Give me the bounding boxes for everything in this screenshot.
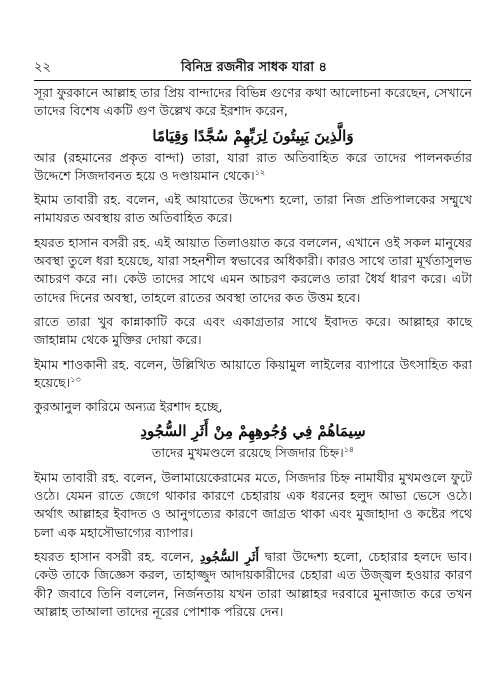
paragraph: ইমাম তাবারী রহ. বলেন, উলামায়েকেরামের মতে, সিজদার চিহ্ন নামাযীর মুখমণ্ডলে ফুটে ওঠে। যেমন রাতে জেগে থাকার কারণে চেহারায় এক ধরনের হলুদ আভা ভেসে ওঠে। অর্থাৎ আল্লাহর ইবাদত ও আনুগত্যের কারণে জাগ্রত থাকা এবং মুজাহাদা ও কষ্টের পথে চলা এক মহাসৌভাগ্যের ব্যাপার। [34, 469, 472, 540]
paragraph: হযরত হাসান বসরী রহ. বলেন, أَثَرِ السُّجُودِ দ্বারা উদ্দেশ্য হলো, চেহারার হলদে ভাব। কেউ তাকে জিজ্ঞেস করল, তাহাজ্জুদ আদায়কারীদের চেহারা এত উজ্জ্বল হওয়ার কারণ কী? জবাবে তিনি বললেন, নির্জনতায় যখন তারা আল্লাহর দরবারে মুনাজাত করে তখন আল্লাহ তাআলা তাদের নূরের পোশাক পরিয়ে দেন। [34, 548, 473, 619]
paragraph: আর (রহমানের প্রকৃত বান্দা) তারা, যারা রাত অতিবাহিত করে তাদের পালনকর্তার উদ্দেশে সিজদাবনত হয়ে ও দণ্ডায়মান থেকে।$^{১২}$ [34, 149, 472, 183]
footnote-marker: ১৪ [343, 445, 355, 455]
arabic-verse: وَالَّذِينَ يَبِيتُونَ لِرَبِّهِمْ سُجَّدًا وَقِيَامًا [152, 126, 354, 145]
footnote-marker: ১৩ [70, 374, 81, 384]
verse-translation: তাদের মুখমণ্ডলে রয়েছে সিজদার চিহ্ন।$^{১৪}$ [151, 445, 355, 461]
paragraph: ইমাম তাবারী রহ. বলেন, এই আয়াতের উদ্দেশ্য হলো, তারা নিজ প্রতিপালকের সম্মুখে নামাযরত অবস্থায় রাত অতিবাহিত করে। [34, 192, 472, 226]
page-body [34, 84, 472, 621]
arabic-verse: سِيمَاهُمْ فِي وُجُوهِهِمْ مِنْ أَثَرِ السُّجُودِ [140, 422, 366, 441]
inline-arabic: أَثَرِ السُّجُودِ [199, 548, 259, 564]
page-number: ২২ [34, 60, 51, 75]
paragraph: কুরআনুল কারিমে অন্যত্র ইরশাদ হচ্ছে, [34, 399, 223, 415]
paragraph: ইমাম শাওকানী রহ. বলেন, উল্লিখিত আয়াতে কিয়ামুল লাইলের ব্যাপারে উৎসাহিত করা হয়েছে।$^{১৩}$ [34, 356, 472, 390]
footnote-marker: ১২ [254, 167, 266, 177]
paragraph: সূরা ফুরকানে আল্লাহ তার প্রিয় বান্দাদের বিভিন্ন গুণের কথা আলোচনা করেছেন, সেখানে তাদের বিশেষ একটি গুণ উল্লেখ করে ইরশাদ করেন, [34, 85, 472, 119]
header-rule [34, 80, 471, 81]
paragraph: হযরত হাসান বসরী রহ. এই আয়াত তিলাওয়াত করে বললেন, এখানে ওই সকল মানুষের অবস্থা তুলে ধরা হয়েছে, যারা সহনশীল স্বভাবের অধিকারী। কারও সাথে তারা মূর্খতাসুলভ আচরণ করে না। কেউ তাদের সাথে এমন আচরণ করলেও তারা ধৈর্য ধারণ করে। এটা তাদের দিনের অবস্থা, তাহলে রাতের অবস্থা তাদের কত উত্তম হবে। [34, 234, 472, 305]
paragraph: রাতে তারা খুব কান্নাকাটি করে এবং একাগ্রতার সাথে ইবাদত করে। আল্লাহর কাছে জাহান্নাম থেকে মুক্তির দোয়া করে। [34, 313, 472, 348]
running-title: বিনিদ্র রজনীর সাধক যারা ৪ [181, 60, 327, 75]
page-header [34, 58, 474, 78]
